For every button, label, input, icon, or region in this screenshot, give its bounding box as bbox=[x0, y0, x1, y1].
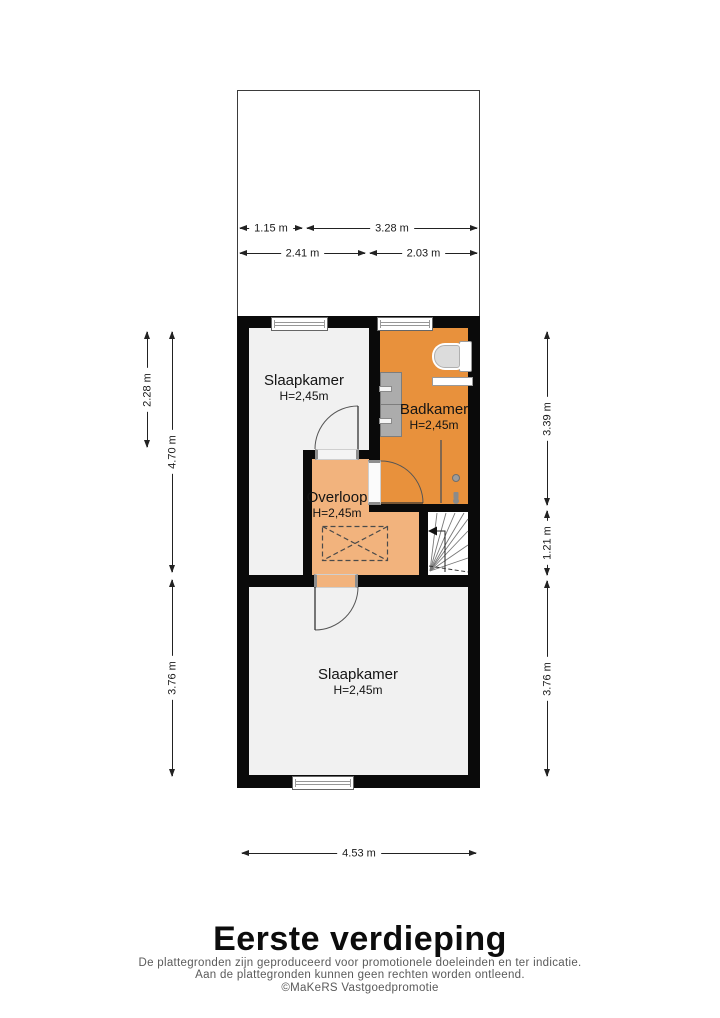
room-name: Badkamer bbox=[399, 401, 469, 418]
dim-label: 2.28 m bbox=[141, 368, 154, 412]
dim-left-top bbox=[166, 332, 178, 572]
room-height: H=2,45m bbox=[279, 389, 329, 403]
room-height: H=2,45m bbox=[312, 506, 362, 520]
dim-left-inner bbox=[141, 332, 153, 447]
dim-bottom bbox=[242, 847, 476, 859]
dim-label: 1.15 m bbox=[249, 222, 293, 235]
disclaimer-line-2: Aan de plattegronden kunnen geen rechten worden ontleend. bbox=[195, 969, 525, 982]
staircase-direction-arrow-icon bbox=[428, 527, 437, 536]
room-name: Slaapkamer bbox=[263, 372, 345, 389]
room-label-landing bbox=[307, 489, 368, 520]
dim-right-top bbox=[541, 332, 553, 505]
dim-label: 4.70 m bbox=[166, 430, 179, 474]
door-arc-bedroom1 bbox=[315, 406, 358, 449]
dim-top-4 bbox=[370, 247, 477, 259]
dim-right-middle bbox=[541, 511, 553, 575]
room-label-bedroom1 bbox=[264, 372, 344, 403]
room-name: Slaapkamer bbox=[317, 666, 399, 683]
dim-label: 1.21 m bbox=[541, 521, 554, 565]
disclaimer-line-1: De plattegronden zijn geproduceerd voor promotionele doeleinden en ter indicatie. bbox=[138, 957, 582, 969]
dim-label: 3.39 m bbox=[541, 397, 554, 441]
door-arc-bedroom2 bbox=[315, 587, 358, 630]
dim-label: 3.76 m bbox=[541, 657, 554, 701]
disclaimer-line-3: ©MaKeRS Vastgoedpromotie bbox=[281, 981, 439, 994]
page-title: Eerste verdieping bbox=[213, 920, 507, 958]
dim-label: 2.03 m bbox=[402, 247, 446, 260]
room-label-bathroom bbox=[400, 401, 468, 432]
staircase-treads bbox=[430, 513, 468, 571]
room-name: Overloop bbox=[306, 489, 368, 506]
faucet-icon bbox=[453, 492, 459, 504]
dim-label: 3.28 m bbox=[370, 222, 414, 235]
dim-top-3 bbox=[240, 247, 365, 259]
room-height: H=2,45m bbox=[333, 683, 383, 697]
dim-left-bottom bbox=[166, 580, 178, 776]
staircase-walkline bbox=[435, 531, 445, 572]
dim-top-2 bbox=[307, 222, 477, 234]
dim-label: 3.76 m bbox=[166, 656, 179, 700]
room-label-bedroom2 bbox=[318, 666, 398, 697]
roof-hatch bbox=[323, 527, 388, 561]
dim-label: 2.41 m bbox=[281, 247, 325, 260]
dim-top-1 bbox=[240, 222, 302, 234]
disclaimer bbox=[0, 957, 720, 994]
dim-label: 4.53 m bbox=[337, 847, 381, 860]
room-height: H=2,45m bbox=[409, 418, 459, 432]
dim-right-bottom bbox=[541, 581, 553, 776]
door-arc-bathroom bbox=[381, 461, 423, 503]
